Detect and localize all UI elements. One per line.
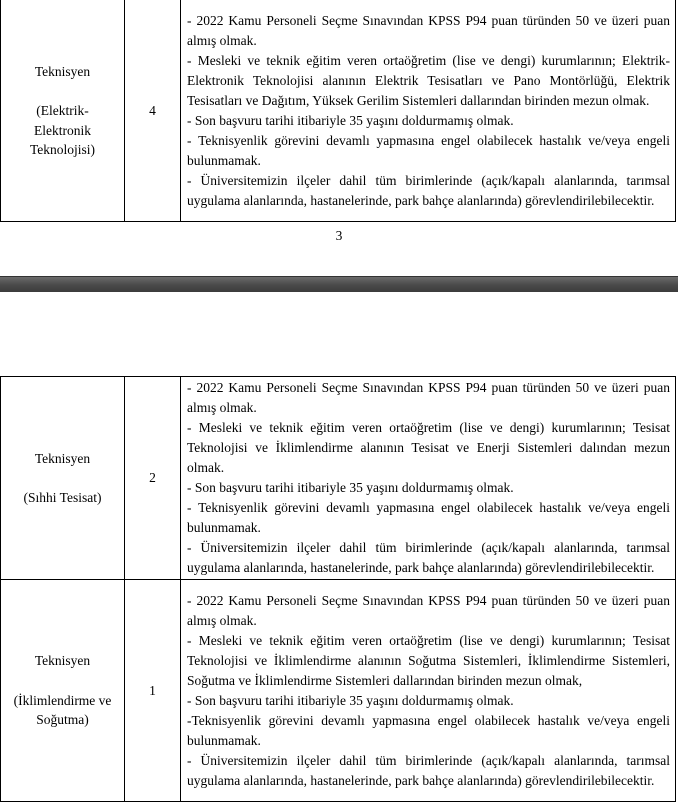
position-count: 2 xyxy=(125,377,181,580)
document-page-top xyxy=(0,0,678,276)
position-title-cell xyxy=(1,0,125,222)
table-row xyxy=(1,377,676,580)
requirement-item: - Üniversitemizin ilçeler dahil tüm birimlerinde (açık/kapalı alanlarında, tarımsal uygulama alanlarında, hastanelerinde, park bahçe alanlarında) görevlendirilebilecektir. xyxy=(187,752,670,788)
requirement-item: - Mesleki ve teknik eğitim veren ortaöğretim (lise ve dengi) kurumlarının; Tesisat Teknolojisi ve İklimlendirme alanının Tesisat ve Enerji Sistemleri dalından mezun olmak. xyxy=(187,420,670,475)
position-count: 4 xyxy=(125,0,181,222)
position-table-bottom xyxy=(0,376,676,802)
requirement-item: - Son başvuru tarihi itibariyle 35 yaşını doldurmamış olmak. xyxy=(187,692,514,708)
table-row xyxy=(1,0,676,222)
requirement-item: - Mesleki ve teknik eğitim veren ortaöğretim (lise ve dengi) kurumlarının; Tesisat Teknolojisi ve İklimlendirme alanının Soğutma Sistemleri, İklimlendirme Sistemleri, Soğutma ve İklimlendirme Sistemleri dallarından birinden mezun olmak, xyxy=(187,632,670,688)
position-title-cell xyxy=(1,377,125,580)
position-subtitle-line: Elektronik xyxy=(34,122,91,138)
requirement-item: - 2022 Kamu Personeli Seçme Sınavından KPSS P94 puan türünden 50 ve üzeri puan almış olmak. xyxy=(187,380,670,415)
requirement-item: - Son başvuru tarihi itibariyle 35 yaşını doldurmamış olmak. xyxy=(187,112,514,128)
position-subtitle-line: (İklimlendirme ve xyxy=(13,692,112,708)
page-number: 3 xyxy=(335,228,343,243)
requirements-cell xyxy=(181,0,676,222)
position-title-cell xyxy=(1,580,125,802)
position-title: Teknisyen xyxy=(34,653,91,669)
table-row xyxy=(1,580,676,802)
requirement-item: - Teknisyenlik görevini devamlı yapmasına engel olabilecek hastalık ve/veya engeli bulunmamak. xyxy=(187,132,670,168)
position-subtitle-line: (Elektrik- xyxy=(36,103,89,118)
requirements-cell xyxy=(181,580,676,802)
requirement-item: - Üniversitemizin ilçeler dahil tüm birimlerinde (açık/kapalı alanlarında, tarımsal uygulama alanlarında, hastanelerinde, park bahçe alanlarında) görevlendirilebilecektir. xyxy=(187,540,670,575)
position-subtitle-line: (Sıhhi Tesisat) xyxy=(23,490,102,505)
document-page-bottom xyxy=(0,292,678,804)
requirement-item: - Son başvuru tarihi itibariyle 35 yaşını doldurmamış olmak. xyxy=(187,480,514,495)
position-subtitle-line: Soğutma) xyxy=(36,712,89,728)
requirement-item: - 2022 Kamu Personeli Seçme Sınavından KPSS P94 puan türünden 50 ve üzeri puan almış olmak. xyxy=(187,592,670,628)
position-title: Teknisyen xyxy=(34,63,91,79)
requirement-item: - Teknisyenlik görevini devamlı yapmasına engel olabilecek hastalık ve/veya engeli bulunmamak. xyxy=(187,500,670,535)
position-count: 1 xyxy=(125,580,181,802)
requirement-item: -Teknisyenlik görevini devamlı yapmasına engel olabilecek hastalık ve/veya engeli bulunmamak. xyxy=(187,712,670,748)
position-subtitle-line: Teknolojisi) xyxy=(29,142,96,157)
requirement-item: - Mesleki ve teknik eğitim veren ortaöğretim (lise ve dengi) kurumlarının; Elektrik-Elektronik Teknolojisi alanının Elektrik Tesisatları ve Pano Montörlüğü, Elektrik Tesisatları ve Dağıtım, Yüksek Gerilim Sistemleri dallarından birinden mezun olmak. xyxy=(187,52,670,108)
requirements-cell xyxy=(181,377,676,580)
requirement-item: - Üniversitemizin ilçeler dahil tüm birimlerinde (açık/kapalı alanlarında, tarımsal uygulama alanlarında, hastanelerinde, park bahçe alanlarında) görevlendirilebilecektir. xyxy=(187,172,670,208)
position-table-top xyxy=(0,0,676,222)
position-title: Teknisyen xyxy=(34,450,91,466)
requirement-item: - 2022 Kamu Personeli Seçme Sınavından KPSS P94 puan türünden 50 ve üzeri puan almış olmak. xyxy=(187,12,670,48)
